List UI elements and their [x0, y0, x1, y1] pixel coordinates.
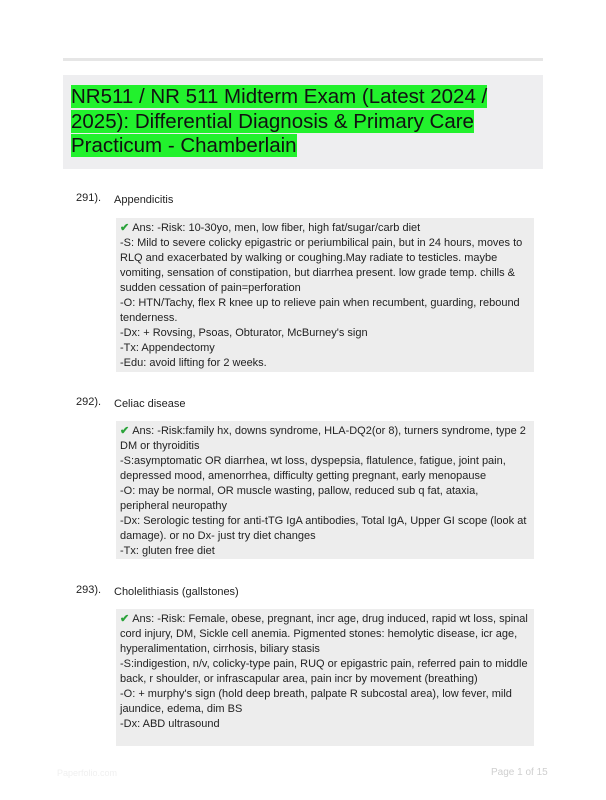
question-title: Celiac disease	[114, 398, 186, 410]
answer-line: -Tx: Appendectomy	[120, 342, 215, 354]
question-number: 291).	[76, 192, 102, 204]
answer-line: -Edu: avoid lifting for 2 weeks.	[120, 357, 267, 369]
answer-box	[116, 609, 534, 746]
answer-line-text: Ans: -Risk: 10-30yo, men, low fiber, high fat/sugar/carb diet	[132, 222, 421, 234]
answer-line: -Dx: + Rovsing, Psoas, Obturator, McBurney's sign	[120, 327, 368, 339]
page-title-text: NR511 / NR 511 Midterm Exam (Latest 2024 / 2025): Differential Diagnosis & Primary Care Practicum - Chamberlain	[71, 85, 488, 157]
answer-line: -Dx: Serologic testing for anti-tTG IgA antibodies, Total IgA, Upper GI scope (look at damage). or no Dx- just try diet changes	[120, 515, 527, 542]
page-number: Page 1 of 15	[491, 767, 548, 778]
answer-line	[120, 612, 530, 657]
answer-line: -Tx: gluten free diet	[120, 545, 215, 557]
answer-line: -Dx: ABD ultrasound	[120, 718, 220, 730]
question-number: 293).	[76, 584, 102, 596]
answer-line	[120, 221, 530, 236]
check-icon: ✔	[120, 425, 130, 437]
answer-line: -O: HTN/Tachy, flex R knee up to relieve pain when recumbent, guarding, rebound tenderness.	[120, 297, 520, 324]
page-title	[71, 85, 541, 159]
answer-box	[116, 421, 534, 559]
title-box	[63, 75, 543, 169]
footer-watermark: Paperfolio.com	[57, 768, 118, 778]
answer-line	[120, 424, 530, 454]
answer-line: -S: Mild to severe colicky epigastric or periumbilical pain, but in 24 hours, moves to RLQ and exacerbated by walking or coughing.May radiate to testicles. maybe vomiting, sensation of constipation, but diarrhea present. low grade temp. chills & sudden cessation of pain=perforation	[120, 237, 523, 294]
answer-line: -O: + murphy's sign (hold deep breath, palpate R subcostal area), low fever, mild jaundice, edema, dim BS	[120, 688, 512, 715]
answer-box	[116, 218, 534, 372]
top-divider	[63, 58, 543, 61]
question-title: Appendicitis	[114, 194, 174, 206]
check-icon: ✔	[120, 222, 130, 234]
check-icon: ✔	[120, 613, 130, 625]
question-number: 292).	[76, 396, 102, 408]
answer-line-text: Ans: -Risk: Female, obese, pregnant, incr age, drug induced, rapid wt loss, spinal cord injury, DM, Sickle cell anemia. Pigmented stones: hemolytic disease, icr age, hyperalimentation, cirrhosis, biliary stasis	[120, 613, 528, 655]
answer-line: -S:asymptomatic OR diarrhea, wt loss, dyspepsia, flatulence, fatigue, joint pain, depressed mood, amenorrhea, difficulty getting pregnant, early menopause	[120, 455, 506, 482]
answer-line-text: Ans: -Risk:family hx, downs syndrome, HLA-DQ2(or 8), turners syndrome, type 2 DM or thyroiditis	[120, 425, 526, 452]
answer-line: -S:indigestion, n/v, colicky-type pain, RUQ or epigastric pain, referred pain to middle back, r shoulder, or infrascapular area, pain incr by movement (breathing)	[120, 658, 528, 685]
question-title: Cholelithiasis (gallstones)	[114, 586, 239, 598]
answer-line: -O: may be normal, OR muscle wasting, pallow, reduced sub q fat, ataxia, peripheral neuropathy	[120, 485, 479, 512]
